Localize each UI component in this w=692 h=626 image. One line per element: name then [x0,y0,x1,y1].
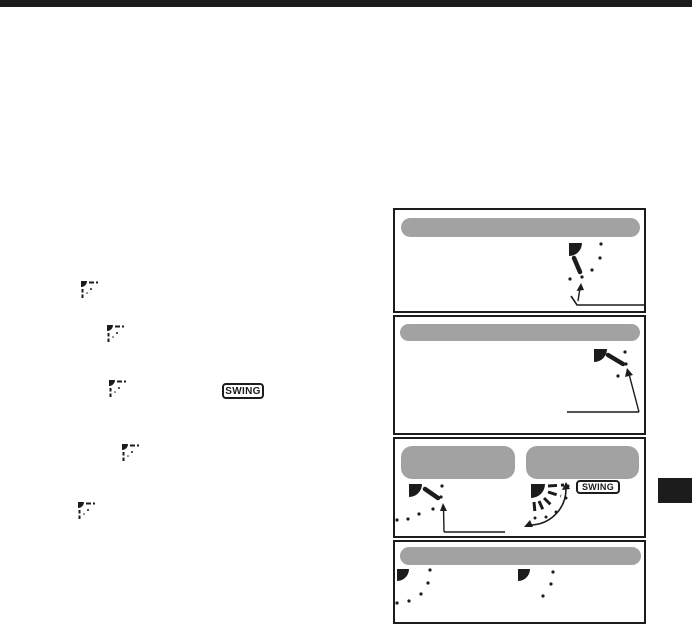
vane-angled-diagram [395,439,520,536]
vane-airflow-icon [109,380,127,398]
swing-button-illustration: SWING [576,480,620,494]
vane-airflow-icon [107,325,125,343]
vane-airflow-icon [78,502,96,520]
vane-airflow-icon [122,444,140,462]
panel-vane-position-down [393,208,646,313]
page-edge-tab [658,478,692,503]
panel-vane-airflow-range [393,540,646,624]
vane-airflow-icon [81,281,99,299]
airflow-range-diagram [395,542,644,622]
page-top-rule [0,0,692,7]
vane-forward-diagram [395,317,644,433]
vane-down-diagram [395,210,644,311]
panel-vane-position-angled [393,437,522,538]
panel-vane-position-forward [393,315,646,435]
swing-button-illustration: SWING [222,383,264,399]
